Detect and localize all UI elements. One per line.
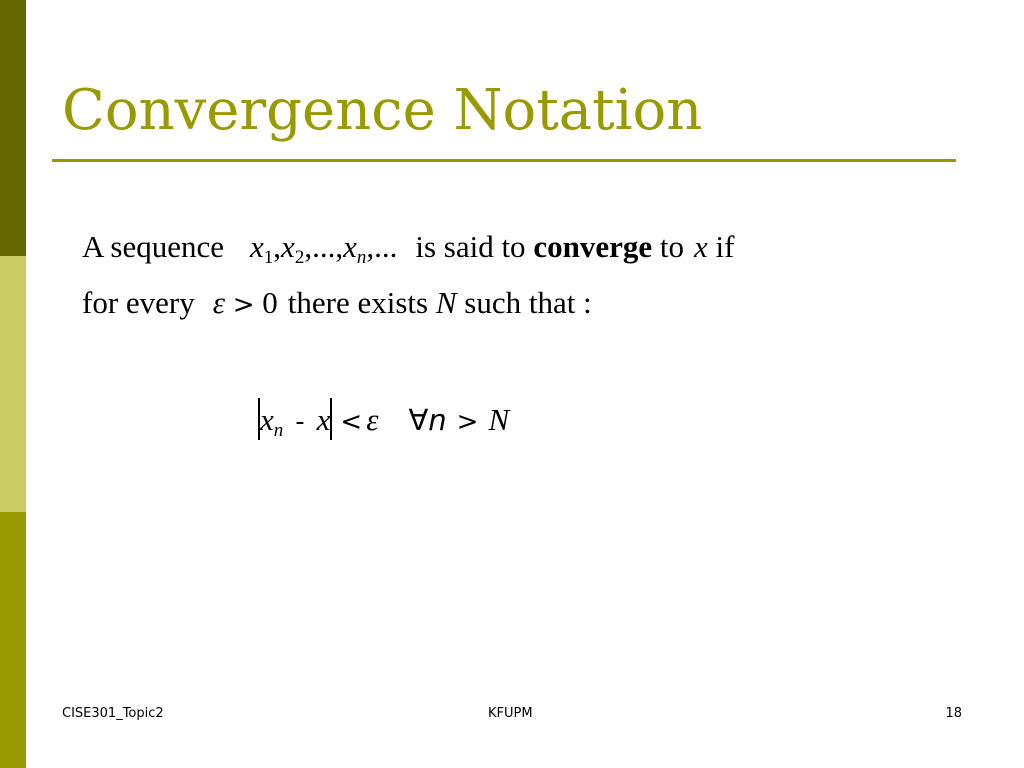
formula-var-N: N [488, 402, 510, 437]
text-is-said-to: is said to [415, 229, 526, 264]
subscript-1: 1 [263, 247, 274, 268]
convergence-formula [258, 398, 509, 440]
formula-var-x: x [260, 402, 274, 437]
ellipsis-1: ... [312, 229, 336, 264]
formula-less-than: < [340, 407, 363, 437]
slide-title: Convergence Notation [62, 78, 703, 143]
var-x1: x [250, 229, 264, 264]
ellipsis-2: ... [374, 229, 398, 264]
footer-course-label: CISE301_Topic2 [62, 706, 164, 721]
formula-epsilon: ε [366, 402, 379, 437]
sidebar-accent-mid [0, 512, 26, 768]
definition-line-2 [82, 287, 592, 318]
sidebar-accent-light [0, 256, 26, 512]
formula-subscript-n: n [273, 420, 284, 441]
text-such-that: such that : [464, 285, 592, 320]
var-x-limit: x [693, 229, 708, 264]
text-intro: A sequence [82, 229, 225, 264]
footer-page-number: 18 [945, 706, 962, 721]
var-x2: x [281, 229, 295, 264]
text-for-every: for every [82, 285, 195, 320]
text-there-exists: there exists [287, 285, 429, 320]
subscript-2: 2 [294, 247, 305, 268]
comma-3: , [335, 229, 344, 264]
formula-forall: ∀ [408, 403, 429, 437]
comma-4: , [366, 229, 375, 264]
formula-greater-than: > [456, 407, 479, 437]
subscript-n: n [356, 247, 367, 268]
text-to: to [659, 229, 684, 264]
text-converge: converge [533, 229, 653, 264]
comma-1: , [273, 229, 282, 264]
abs-bar-right [330, 398, 332, 440]
sidebar-accent-dark [0, 0, 26, 256]
var-xn: x [343, 229, 357, 264]
footer-institution: KFUPM [488, 706, 533, 721]
formula-var-n: n [428, 403, 447, 437]
symbol-greater-than: > [232, 290, 255, 320]
formula-var-x2: x [316, 402, 331, 437]
text-if: if [715, 229, 735, 264]
symbol-epsilon: ε [212, 285, 225, 320]
title-underline [52, 159, 956, 162]
definition-line-1 [82, 229, 735, 268]
formula-minus: - [295, 407, 305, 437]
var-N: N [435, 285, 457, 320]
comma-2: , [304, 229, 313, 264]
number-zero: 0 [262, 285, 278, 320]
